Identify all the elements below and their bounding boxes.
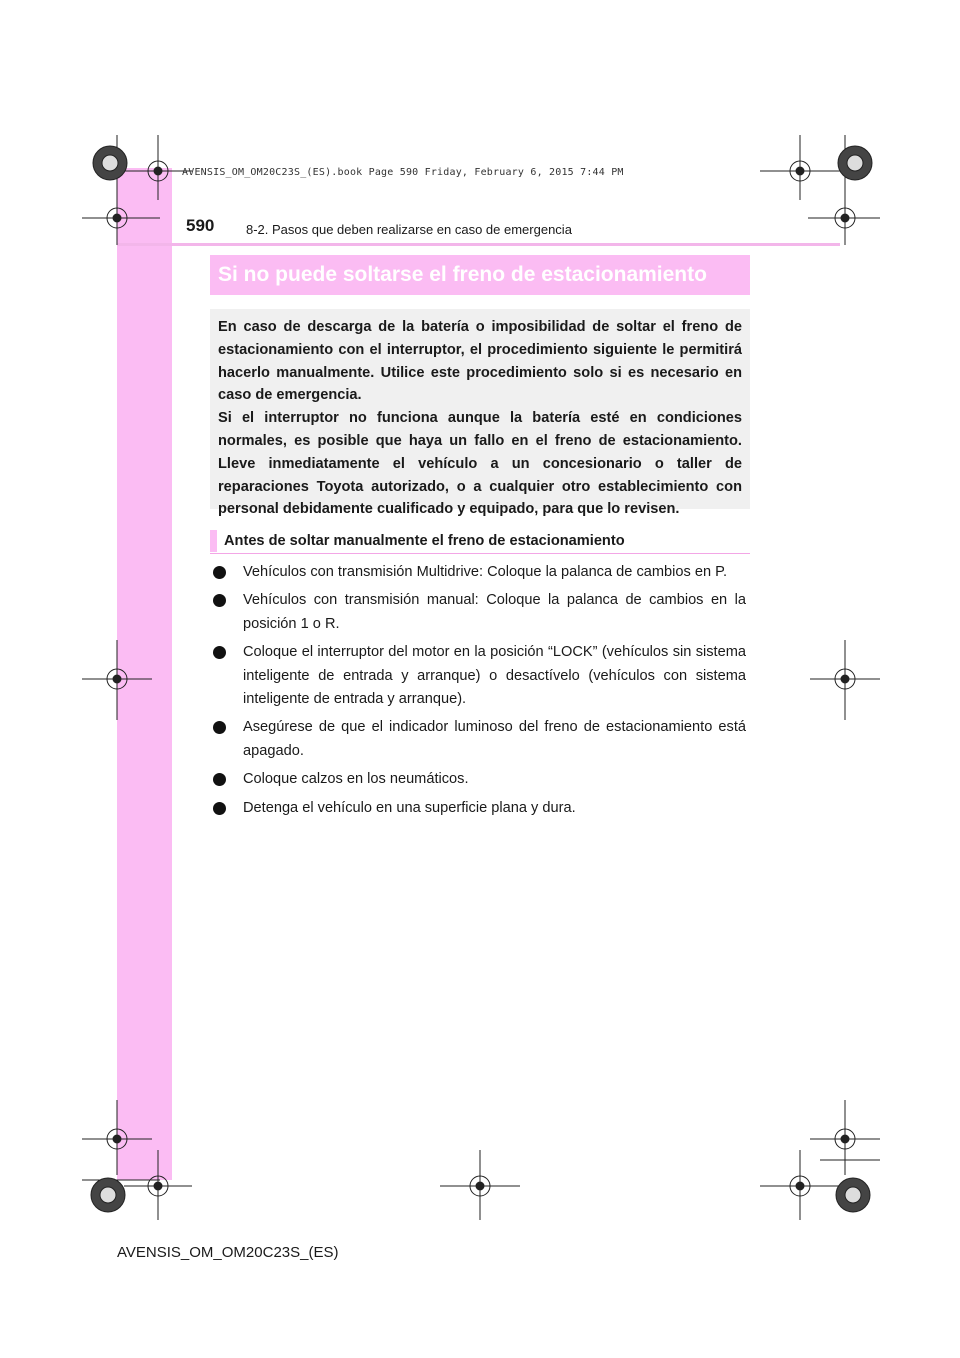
crop-marks-middle [0,630,960,730]
bullet-icon [213,566,226,579]
footer-code: AVENSIS_OM_OM20C23S_(ES) [117,1244,339,1261]
bullet-icon [213,594,226,607]
crop-marks-bottom [0,1100,960,1230]
list-item-text: Coloque el interruptor del motor en la posición “LOCK” (vehículos sin sistema inteligente de entrada y arranque) o desactívelo (vehículos con sistema inteligente de entrada y arranque). [243,644,746,708]
intro-paragraph-1: En caso de descarga de la batería o imposibilidad de soltar el freno de estacionamiento con el interruptor, el procedimiento siguiente le permitirá hacerlo manualmente. Utilice este procedimiento solo si es necesario en caso de emergencia. [218,319,742,404]
main-heading: Si no puede soltarse el freno de estacionamiento [210,255,750,295]
list-item-text: Vehículos con transmisión manual: Coloque la palanca de cambios en la posición 1 o R. [243,592,746,632]
list-item-text: Detenga el vehículo en una superficie plana y dura. [243,799,576,816]
list-item-text: Vehículos con transmisión Multidrive: Coloque la palanca de cambios en P. [243,564,728,580]
page-number: 590 [186,216,215,235]
list-item-text: Coloque calzos en los neumáticos. [243,771,469,788]
intro-paragraph-2: Si el interruptor no funciona aunque la batería esté en condiciones normales, es posible que haya un fallo en el freno de estacionamiento. Lleve inmediatamente el vehículo a un concesionario o taller de reparaciones Toyota autorizado, o a cualquier otro establecimiento con personal debidamente cualificado y equipado, para que lo revisen. [218,410,742,518]
list-item-text: Asegúrese de que el indicador luminoso del freno de estacionamiento está apagado. [243,719,746,759]
bullet-icon [213,773,226,786]
crop-marks-top [0,0,960,260]
list-item [213,797,746,820]
list-item [213,768,746,791]
subheading-marker [210,530,217,552]
section-title: 8-2. Pasos que deben realizarse en caso de emergencia [246,222,572,237]
intro-box [210,309,750,518]
subheading-text: Antes de soltar manualmente el freno de estacionamiento [224,533,625,549]
bullet-icon [213,802,226,815]
list-item [213,561,746,584]
subheading [210,530,750,554]
book-info-stamp: AVENSIS_OM_OM20C23S_(ES).book Page 590 Friday, February 6, 2015 7:44 PM [182,167,624,178]
